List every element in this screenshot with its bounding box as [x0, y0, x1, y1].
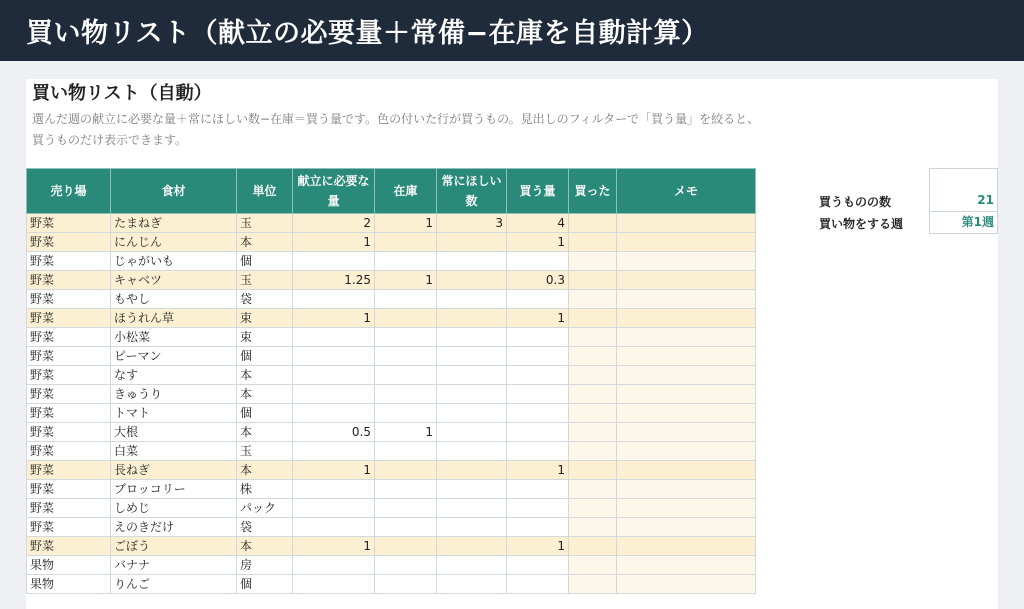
buy-cell[interactable] — [507, 499, 569, 518]
sheet-description: 選んだ週の献立に必要な量＋常にほしい数−在庫＝買う量です。色の付いた行が買うもの。見出しのフィルターで「買う量」を絞ると、買うものだけ表示できます。 — [32, 112, 760, 147]
table-row — [27, 347, 756, 366]
item-cell[interactable]: りんご — [111, 575, 237, 594]
memo-cell[interactable] — [617, 499, 756, 518]
section-cell[interactable]: 野菜 — [27, 461, 111, 480]
item-cell[interactable]: キャベツ — [111, 271, 237, 290]
table-row — [27, 442, 756, 461]
summary-week-row — [819, 212, 998, 234]
want-cell[interactable] — [437, 461, 507, 480]
stock-cell[interactable] — [375, 556, 437, 575]
need-cell[interactable] — [293, 480, 375, 499]
item-cell[interactable]: バナナ — [111, 556, 237, 575]
bought-cell[interactable] — [569, 214, 617, 233]
need-cell[interactable] — [293, 575, 375, 594]
need-cell[interactable]: 0.5 — [293, 423, 375, 442]
summary-panel — [819, 168, 998, 234]
want-cell[interactable] — [437, 366, 507, 385]
unit-cell[interactable]: 本 — [237, 461, 293, 480]
unit-cell[interactable]: 個 — [237, 404, 293, 423]
need-cell[interactable] — [293, 499, 375, 518]
unit-cell[interactable]: 袋 — [237, 290, 293, 309]
week-label: 買い物をする週 — [819, 217, 904, 231]
buy-cell[interactable] — [507, 252, 569, 271]
unit-cell[interactable]: 本 — [237, 537, 293, 556]
buy-cell[interactable] — [507, 366, 569, 385]
bought-cell[interactable] — [569, 309, 617, 328]
section-cell[interactable]: 野菜 — [27, 366, 111, 385]
item-cell[interactable]: たまねぎ — [111, 214, 237, 233]
buy-cell[interactable] — [507, 556, 569, 575]
item-cell[interactable]: トマト — [111, 404, 237, 423]
stock-cell[interactable] — [375, 309, 437, 328]
summary-spacer-row — [819, 168, 998, 190]
app-title: 買い物リスト（献立の必要量＋常備−在庫を自動計算） — [26, 18, 709, 49]
memo-cell[interactable] — [617, 575, 756, 594]
col-header-bought[interactable]: 買った — [569, 169, 617, 214]
want-cell[interactable] — [437, 404, 507, 423]
buy-cell[interactable]: 1 — [507, 309, 569, 328]
buy-cell[interactable] — [507, 480, 569, 499]
need-cell[interactable] — [293, 347, 375, 366]
want-cell[interactable] — [437, 442, 507, 461]
want-cell[interactable] — [437, 499, 507, 518]
table-row — [27, 575, 756, 594]
col-header-section[interactable]: 売り場 — [27, 169, 111, 214]
want-cell[interactable] — [437, 480, 507, 499]
item-cell[interactable]: 白菜 — [111, 442, 237, 461]
stock-cell[interactable] — [375, 366, 437, 385]
bought-cell[interactable] — [569, 556, 617, 575]
stock-cell[interactable]: 1 — [375, 423, 437, 442]
table-row — [27, 499, 756, 518]
unit-cell[interactable]: 束 — [237, 328, 293, 347]
memo-cell[interactable] — [617, 461, 756, 480]
memo-cell[interactable] — [617, 290, 756, 309]
item-cell[interactable]: しめじ — [111, 499, 237, 518]
bought-cell[interactable] — [569, 328, 617, 347]
memo-cell[interactable] — [617, 423, 756, 442]
col-header-unit[interactable]: 単位 — [237, 169, 293, 214]
section-cell[interactable]: 野菜 — [27, 499, 111, 518]
memo-cell[interactable] — [617, 233, 756, 252]
section-cell[interactable]: 野菜 — [27, 537, 111, 556]
unit-cell[interactable]: 個 — [237, 347, 293, 366]
want-cell[interactable] — [437, 328, 507, 347]
table-row — [27, 518, 756, 537]
bought-cell[interactable] — [569, 537, 617, 556]
unit-cell[interactable]: 玉 — [237, 214, 293, 233]
want-cell[interactable] — [437, 556, 507, 575]
item-cell[interactable]: もやし — [111, 290, 237, 309]
stock-cell[interactable] — [375, 290, 437, 309]
need-cell[interactable] — [293, 385, 375, 404]
app-title-bar — [0, 0, 1024, 61]
section-cell[interactable]: 野菜 — [27, 271, 111, 290]
count-value-cell[interactable]: 21 — [929, 190, 998, 212]
item-cell[interactable]: 長ねぎ — [111, 461, 237, 480]
want-cell[interactable] — [437, 537, 507, 556]
table-row — [27, 423, 756, 442]
need-cell[interactable]: 1 — [293, 233, 375, 252]
table-row — [27, 480, 756, 499]
unit-cell[interactable]: 玉 — [237, 442, 293, 461]
buy-cell[interactable] — [507, 347, 569, 366]
stock-cell[interactable] — [375, 537, 437, 556]
stock-cell[interactable] — [375, 328, 437, 347]
table-row — [27, 461, 756, 480]
bought-cell[interactable] — [569, 385, 617, 404]
unit-cell[interactable]: 本 — [237, 366, 293, 385]
col-header-want[interactable]: 常にほしい数 — [437, 169, 507, 214]
item-cell[interactable]: ピーマン — [111, 347, 237, 366]
need-cell[interactable]: 1 — [293, 461, 375, 480]
summary-count-row — [819, 190, 998, 212]
need-cell[interactable]: 1 — [293, 309, 375, 328]
memo-cell[interactable] — [617, 404, 756, 423]
col-header-stock[interactable]: 在庫 — [375, 169, 437, 214]
table-row — [27, 328, 756, 347]
sheet-title: 買い物リスト（自動） — [32, 83, 212, 104]
memo-cell[interactable] — [617, 214, 756, 233]
table-row — [27, 309, 756, 328]
stock-cell[interactable] — [375, 480, 437, 499]
buy-cell[interactable] — [507, 290, 569, 309]
table-row — [27, 404, 756, 423]
need-cell[interactable] — [293, 518, 375, 537]
unit-cell[interactable]: パック — [237, 499, 293, 518]
spreadsheet-area — [26, 79, 998, 609]
bought-cell[interactable] — [569, 518, 617, 537]
stock-cell[interactable] — [375, 499, 437, 518]
memo-cell[interactable] — [617, 480, 756, 499]
table-row — [27, 537, 756, 556]
buy-cell[interactable]: 4 — [507, 214, 569, 233]
unit-cell[interactable]: 本 — [237, 385, 293, 404]
want-cell[interactable] — [437, 309, 507, 328]
memo-cell[interactable] — [617, 309, 756, 328]
summary-blank-cell[interactable] — [929, 168, 998, 190]
table-row — [27, 271, 756, 290]
buy-cell[interactable] — [507, 328, 569, 347]
section-cell[interactable]: 野菜 — [27, 347, 111, 366]
memo-cell[interactable] — [617, 518, 756, 537]
item-cell[interactable]: ごぼう — [111, 537, 237, 556]
buy-cell[interactable] — [507, 404, 569, 423]
buy-cell[interactable]: 1 — [507, 537, 569, 556]
table-row — [27, 385, 756, 404]
memo-cell[interactable] — [617, 328, 756, 347]
section-cell[interactable]: 野菜 — [27, 309, 111, 328]
unit-cell[interactable]: 株 — [237, 480, 293, 499]
item-cell[interactable]: なす — [111, 366, 237, 385]
section-cell[interactable]: 野菜 — [27, 385, 111, 404]
need-cell[interactable] — [293, 366, 375, 385]
bought-cell[interactable] — [569, 499, 617, 518]
want-cell[interactable] — [437, 347, 507, 366]
unit-cell[interactable]: 本 — [237, 233, 293, 252]
want-cell[interactable] — [437, 575, 507, 594]
need-cell[interactable]: 2 — [293, 214, 375, 233]
section-cell[interactable]: 野菜 — [27, 214, 111, 233]
need-cell[interactable] — [293, 290, 375, 309]
bought-cell[interactable] — [569, 480, 617, 499]
table-header-row — [27, 169, 756, 214]
bought-cell[interactable] — [569, 233, 617, 252]
need-cell[interactable] — [293, 404, 375, 423]
section-cell[interactable]: 野菜 — [27, 233, 111, 252]
unit-cell[interactable]: 個 — [237, 575, 293, 594]
unit-cell[interactable]: 袋 — [237, 518, 293, 537]
buy-cell[interactable] — [507, 575, 569, 594]
section-cell[interactable]: 果物 — [27, 575, 111, 594]
item-cell[interactable]: 大根 — [111, 423, 237, 442]
item-cell[interactable]: ブロッコリー — [111, 480, 237, 499]
table-row — [27, 366, 756, 385]
memo-cell[interactable] — [617, 271, 756, 290]
unit-cell[interactable]: 玉 — [237, 271, 293, 290]
stock-cell[interactable] — [375, 233, 437, 252]
buy-cell[interactable]: 1 — [507, 461, 569, 480]
want-cell[interactable] — [437, 252, 507, 271]
section-cell[interactable]: 野菜 — [27, 442, 111, 461]
stock-cell[interactable] — [375, 252, 437, 271]
shopping-list-table — [26, 168, 756, 594]
want-cell[interactable] — [437, 290, 507, 309]
table-row — [27, 233, 756, 252]
bought-cell[interactable] — [569, 252, 617, 271]
buy-cell[interactable] — [507, 518, 569, 537]
stock-cell[interactable]: 1 — [375, 271, 437, 290]
section-cell[interactable]: 野菜 — [27, 290, 111, 309]
bought-cell[interactable] — [569, 366, 617, 385]
want-cell[interactable] — [437, 423, 507, 442]
want-cell[interactable] — [437, 518, 507, 537]
stock-cell[interactable] — [375, 442, 437, 461]
item-cell[interactable]: にんじん — [111, 233, 237, 252]
unit-cell[interactable]: 房 — [237, 556, 293, 575]
week-value-cell[interactable]: 第1週 — [929, 212, 998, 234]
stock-cell[interactable]: 1 — [375, 214, 437, 233]
need-cell[interactable]: 1 — [293, 537, 375, 556]
section-cell[interactable]: 野菜 — [27, 423, 111, 442]
want-cell[interactable] — [437, 271, 507, 290]
section-cell[interactable]: 野菜 — [27, 252, 111, 271]
stock-cell[interactable] — [375, 404, 437, 423]
item-cell[interactable]: ほうれん草 — [111, 309, 237, 328]
memo-cell[interactable] — [617, 252, 756, 271]
table-row — [27, 290, 756, 309]
section-cell[interactable]: 野菜 — [27, 328, 111, 347]
buy-cell[interactable] — [507, 385, 569, 404]
bought-cell[interactable] — [569, 347, 617, 366]
memo-cell[interactable] — [617, 442, 756, 461]
stock-cell[interactable] — [375, 385, 437, 404]
item-cell[interactable]: えのきだけ — [111, 518, 237, 537]
item-cell[interactable]: じゃがいも — [111, 252, 237, 271]
col-header-need[interactable]: 献立に必要な量 — [293, 169, 375, 214]
table-row — [27, 556, 756, 575]
col-header-memo[interactable]: メモ — [617, 169, 756, 214]
table-row — [27, 214, 756, 233]
stock-cell[interactable] — [375, 461, 437, 480]
bought-cell[interactable] — [569, 442, 617, 461]
buy-cell[interactable]: 0.3 — [507, 271, 569, 290]
section-cell[interactable]: 野菜 — [27, 480, 111, 499]
col-header-item[interactable]: 食材 — [111, 169, 237, 214]
buy-cell[interactable]: 1 — [507, 233, 569, 252]
want-cell[interactable]: 3 — [437, 214, 507, 233]
memo-cell[interactable] — [617, 537, 756, 556]
need-cell[interactable] — [293, 442, 375, 461]
bought-cell[interactable] — [569, 461, 617, 480]
memo-cell[interactable] — [617, 385, 756, 404]
bought-cell[interactable] — [569, 404, 617, 423]
stock-cell[interactable] — [375, 347, 437, 366]
item-cell[interactable]: 小松菜 — [111, 328, 237, 347]
want-cell[interactable] — [437, 385, 507, 404]
need-cell[interactable]: 1.25 — [293, 271, 375, 290]
memo-cell[interactable] — [617, 347, 756, 366]
item-cell[interactable]: きゅうり — [111, 385, 237, 404]
buy-cell[interactable] — [507, 442, 569, 461]
section-cell[interactable]: 野菜 — [27, 404, 111, 423]
memo-cell[interactable] — [617, 366, 756, 385]
bought-cell[interactable] — [569, 290, 617, 309]
unit-cell[interactable]: 束 — [237, 309, 293, 328]
memo-cell[interactable] — [617, 556, 756, 575]
col-header-buy[interactable]: 買う量 — [507, 169, 569, 214]
need-cell[interactable] — [293, 328, 375, 347]
stock-cell[interactable] — [375, 518, 437, 537]
stock-cell[interactable] — [375, 575, 437, 594]
table-row — [27, 252, 756, 271]
count-label: 買うものの数 — [819, 195, 892, 209]
need-cell[interactable] — [293, 556, 375, 575]
buy-cell[interactable] — [507, 423, 569, 442]
need-cell[interactable] — [293, 252, 375, 271]
bought-cell[interactable] — [569, 575, 617, 594]
bought-cell[interactable] — [569, 423, 617, 442]
bought-cell[interactable] — [569, 271, 617, 290]
section-cell[interactable]: 野菜 — [27, 518, 111, 537]
unit-cell[interactable]: 本 — [237, 423, 293, 442]
unit-cell[interactable]: 個 — [237, 252, 293, 271]
section-cell[interactable]: 果物 — [27, 556, 111, 575]
want-cell[interactable] — [437, 233, 507, 252]
